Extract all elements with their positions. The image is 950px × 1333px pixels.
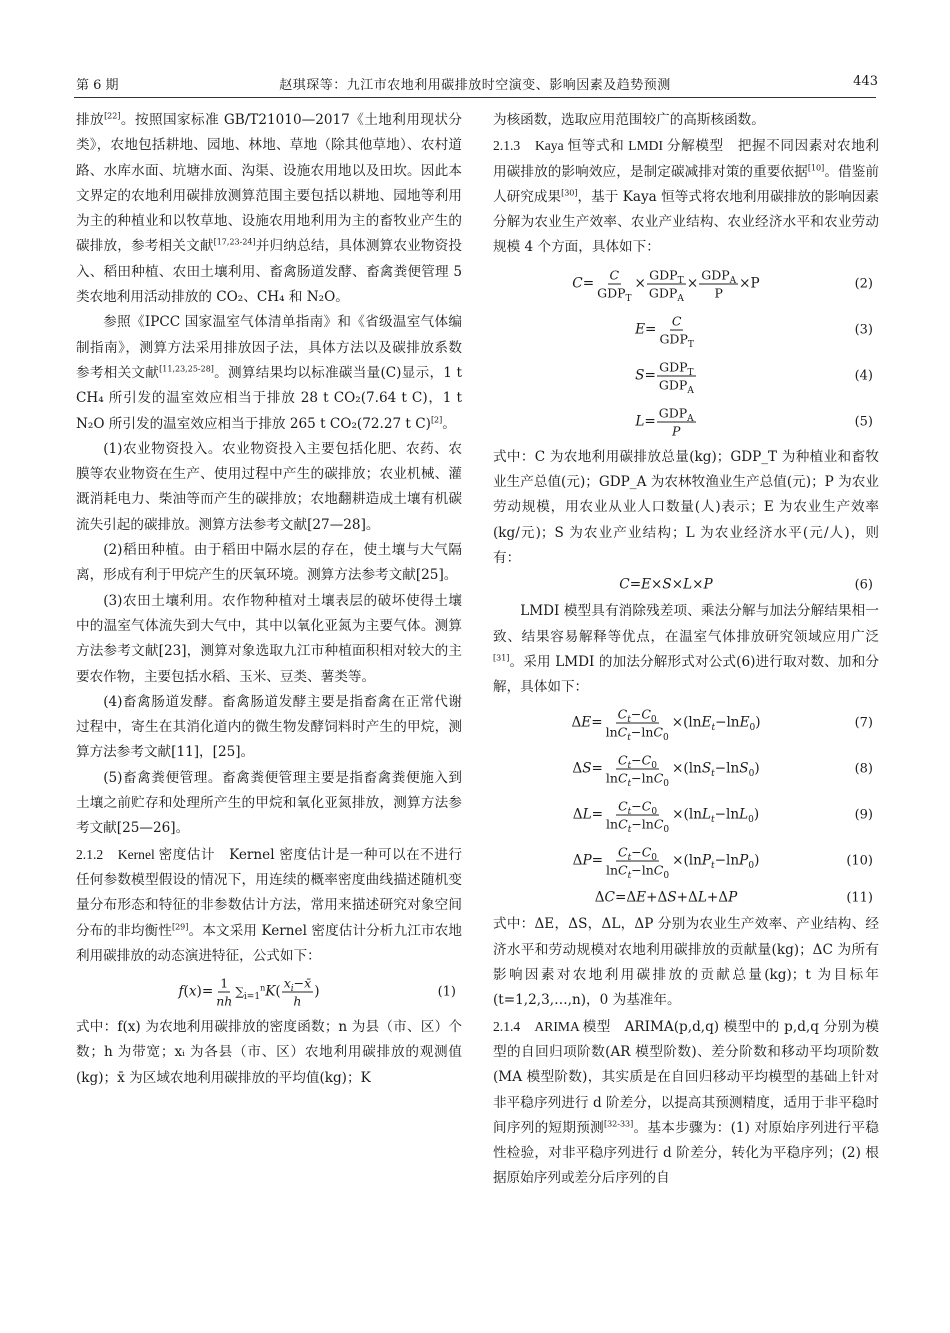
equation-9: ΔL= $\frac{C_t-C_0}{\ln C_t-\ln C_0}$ ×(lnL$_t$−lnL$_0$) (9) <box>572 798 873 836</box>
citation: [22] <box>104 111 121 121</box>
paragraph: (5)畜禽粪便管理。畜禽粪便管理主要是指畜禽粪便施入到土壤之前贮存和处理所产生的甲烷和氧化亚氮排放，测算方法参考文献[25—26]。 <box>76 769 462 837</box>
running-title: 赵琪琛等：九江市农地利用碳排放时空演变、影响因素及趋势预测 <box>279 78 671 93</box>
citation: [31] <box>493 653 510 663</box>
equation-4: S= $\frac{GDP_T}{GDP_A}$ (4) <box>635 359 873 396</box>
page-number: 443 <box>853 74 878 89</box>
equation-10: ΔP= $\frac{C_t-C_0}{\ln C_t-\ln C_0}$ ×(lnP$_t$−lnP$_0$) (10) <box>572 844 873 882</box>
paragraph: 参照《IPCC 国家温室气体清单指南》和《省级温室气体编制指南》，测算方法采用排放因子法，具体方法以及碳排放系数参考相关文献[11,23,25-28]。测算结果均以标准碳当量(C)显示，1 t CH₄ 所引发的温室效应相当于排放 28 t CO₂(7.64 t C)，1 t N₂O 所引发的温室效应相当于排放 265 t CO₂(72.27 t C)[2]。 <box>76 314 462 432</box>
citation: [10] <box>807 163 825 173</box>
citation: [29] <box>171 921 189 931</box>
paragraph: (3)农田土壤利用。农作物种植对土壤表层的破坏使得土壤中的温室气体流失到大气中，其中以氧化亚氮为主要气体。测算方法参考文献[23]，测算对象选取九江市种植面积相对较大的主要农作物，主要包括水稻、玉米、豆类、薯类等。 <box>76 592 462 685</box>
paragraph: 2.1.2 Kernel 密度估计 Kernel 密度估计是一种可以在不进行任何参数模型假设的情况下，用连续的概率密度曲线描述随机变量分布形态和特征的非参数估计方法，常用来描述研究对象空间分布的非均衡性[29]。本文采用 Kernel 密度估计分析九江市农地利用碳排放的动态演进特征，公式如下： <box>76 846 463 964</box>
paragraph: 2.1.4 ARIMA 模型 ARIMA(p,d,q) 模型中的 p,d,q 分别为模型的自回归项阶数(AR 模型阶数)、差分阶数和移动平均项阶数(MA 模型阶数)，其实质是在自回归移动平均模型的基础上针对非平稳序列进行 d 阶差分，以提高其预测精度，适用于非平稳时间序列的短期预测[32-33]。基本步骤为：(1) 对原始序列进行平稳性检验，对非平稳序列进行 d 阶差分，转化为平稳序列；(2) 根据原始序列或差分后序列的自 <box>493 1018 880 1187</box>
paragraph: (2)稻田种植。由于稻田中隔水层的存在，使土壤与大气隔离，形成有利于甲烷产生的厌氧环境。测算方法参考文献[25]。 <box>76 542 462 584</box>
paragraph: 排放[22]。按照国家标准 GB/T21010—2017《土地利用现状分类》，农地包括耕地、园地、林地、草地（除其他草地）、农村道路、水库水面、坑塘水面、沟渠、设施农用地以及田坎。因此本文界定的农地利用碳排放测算范围主要包括以耕地、园地等利用为主的种植业和以牧草地、设施农用地利用为主的畜牧业产生的碳排放，参考相关文献[17,23-24]并归纳总结，具体测算农业物资投入、稻田种植、农田土壤利用、畜禽肠道发酵、畜禽粪便管理 5 类农地利用活动排放的 CO₂、CH₄ 和 N₂O。 <box>76 111 463 306</box>
header-rule <box>74 97 876 98</box>
citation: [11,23,25-28] <box>159 364 214 374</box>
citation: [2] <box>430 415 443 425</box>
running-header <box>0 64 950 98</box>
issue-label: 第 6 期 <box>76 78 119 93</box>
section-heading: 2.1.2 Kernel 密度估计 <box>76 846 215 862</box>
equation-8: ΔS= $\frac{C_t-C_0}{\ln C_t-\ln C_0}$ ×(lnS$_t$−lnS$_0$) (8) <box>572 752 873 790</box>
citation: [17,23-24] <box>213 237 256 247</box>
equation-11: ΔC=ΔE+ΔS+ΔL+ΔP (11) <box>594 889 873 906</box>
paragraph: (4)畜禽肠道发酵。畜禽肠道发酵主要是指畜禽在正常代谢过程中，寄生在其消化道内的微生物发酵饲料时产生的甲烷，测算方法参考文献[11]，[25]。 <box>76 693 462 761</box>
equation-2: C= $\frac{C}{GDP_T}$ × $\frac{GDP_T}{GDP_A}$ × $\frac{GDP_A}{P}$ ×P (2) <box>572 267 873 304</box>
paragraph: 2.1.3 Kaya 恒等式和 LMDI 分解模型 把握不同因素对农地利用碳排放的影响效应，是制定碳减排对策的重要依据[10]。借鉴前人研究成果[30]，基于 Kaya 恒等式将农地利用碳排放的影响因素分解为农业生产效率、农业产业结构、农业经济水平和农业劳动规模 4 个方面，具体如下： <box>493 138 880 256</box>
equation-5: L= $\frac{GDP_A}{P}$ (5) <box>635 405 873 439</box>
paragraph: (1)农业物资投入。农业物资投入主要包括化肥、农药、农膜等农业物资在生产、使用过程中产生的碳排放；农业机械、灌溉消耗电力、柴油等而产生的碳排放；农地翻耕造成土壤有机碳流失引起的碳排放。测算方法参考文献[27—28]。 <box>76 440 462 533</box>
equation-7: ΔE= $\frac{C_t-C_0}{\ln C_t-\ln C_0}$ ×(lnE$_t$−lnE$_0$) (7) <box>571 706 873 744</box>
paragraph: 式中：C 为农地利用碳排放总量(kg)；GDP_T 为种植业和畜牧业生产总值(元)；GDP_A 为农林牧渔业生产总值(元)；P 为农业劳动规模，用农业从业人口数量(人)表示；E 为农业生产效率(kg/元)；S 为农业产业结构；L 为农业经济水平(元/人)，则有： <box>493 448 879 566</box>
citation: [32-33] <box>603 1119 634 1129</box>
equation-1: f(x)= $\frac{1}{nh}$ $\sum_{i=1}^nK$( $\frac{x_i-x̄}{h}$ ) (1) <box>178 975 456 1009</box>
section-heading: 2.1.3 Kaya 恒等式和 LMDI 分解模型 <box>493 138 724 154</box>
equation-3: E= $\frac{C}{GDP_T}$ (3) <box>635 313 873 350</box>
citation: [30] <box>561 188 578 198</box>
right-column <box>493 108 879 1192</box>
paragraph: 式中：f(x) 为农地利用碳排放的密度函数；n 为县（市、区）个数；h 为带宽；xᵢ 为各县（市、区）农地利用碳排放的观测值(kg)；x̄ 为区域农地利用碳排放的平均值(kg)；K <box>76 1019 462 1086</box>
paragraph: LMDI 模型具有消除残差项、乘法分解与加法分解结果相一致、结果容易解释等优点，在温室气体排放研究领域应用广泛[31]。采用 LMDI 的加法分解形式对公式(6)进行取对数、加和分解，具体如下： <box>493 603 879 696</box>
paragraph: 为核函数，选取应用范围较广的高斯核函数。 <box>493 112 765 128</box>
section-heading: 2.1.4 ARIMA 模型 <box>493 1018 611 1034</box>
paragraph: 式中：ΔE，ΔS，ΔL，ΔP 分别为农业生产效率、产业结构、经济水平和劳动规模对农地利用碳排放的贡献量(kg)；ΔC 为所有影响因素对农地利用碳排放的贡献总量(kg)；t 为目标年(t=1,2,3,…,n)，0 为基准年。 <box>493 916 879 1009</box>
left-column <box>76 108 462 1091</box>
equation-6: C=E×S×L×P (6) <box>619 576 873 593</box>
